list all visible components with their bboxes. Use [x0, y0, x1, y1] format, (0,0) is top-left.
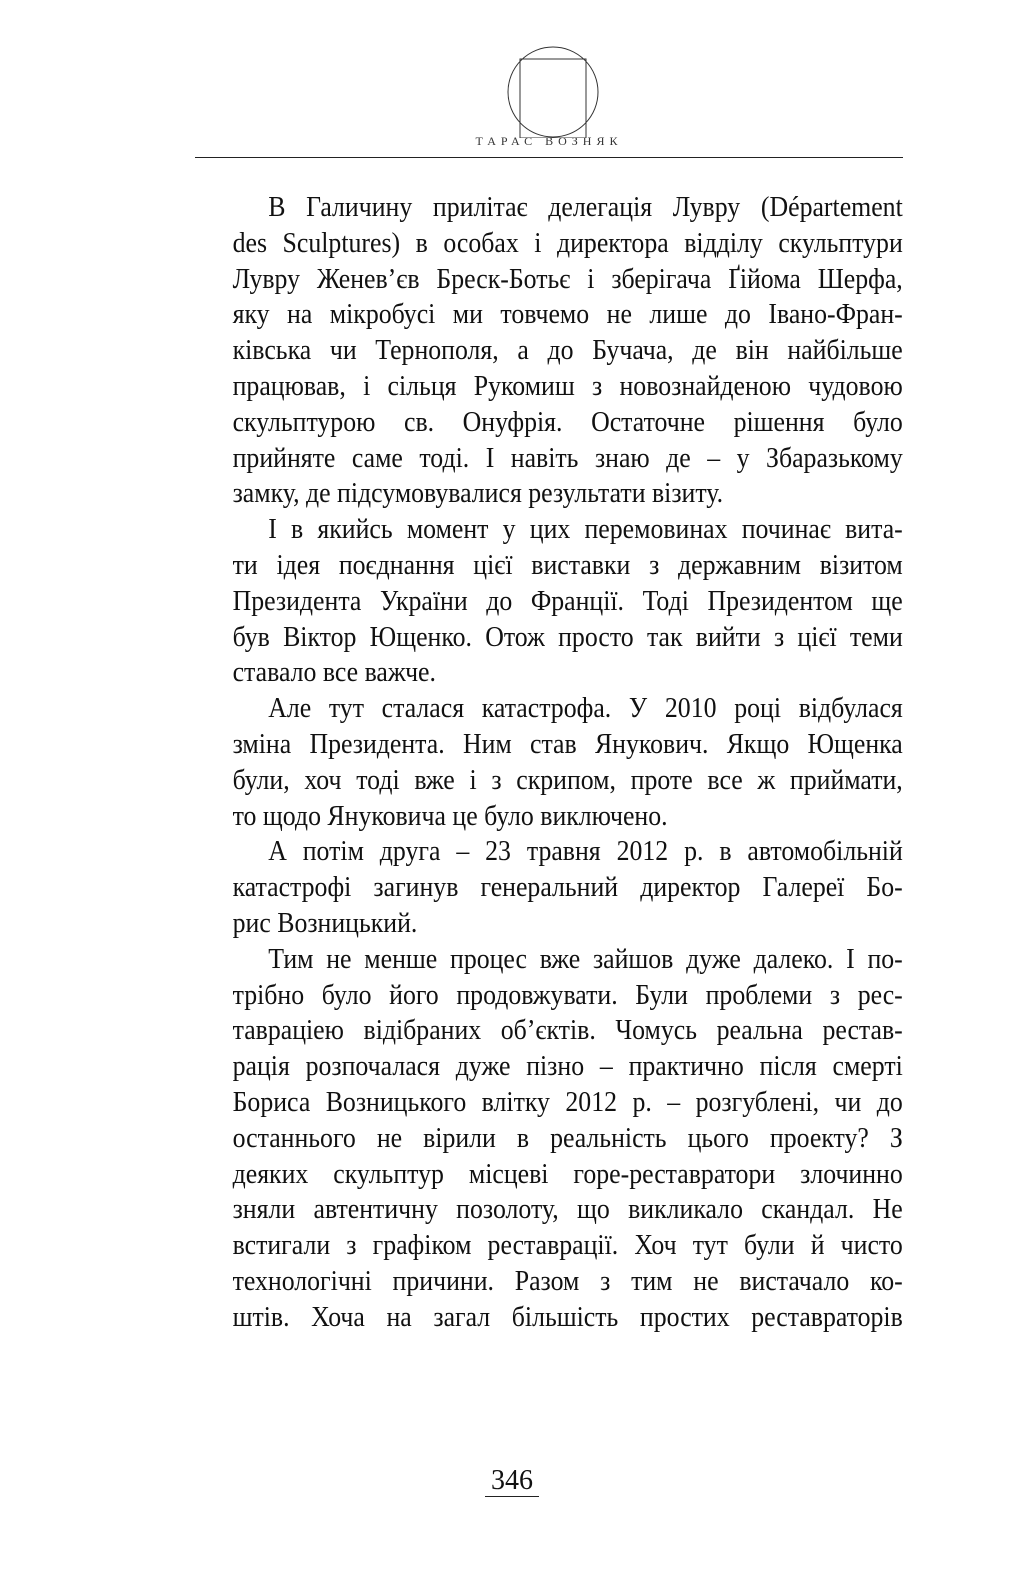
text-line: катастрофі загинув генеральний директор Галереї Бо-: [232, 871, 903, 904]
text-line: В Галичину прилітає делегація Лувру (Département: [268, 191, 903, 223]
text-line: рація розпочалася дуже пізно – практично після смерті: [232, 1050, 903, 1083]
paragraph: [197, 512, 903, 691]
text-line: то щодо Януковича це було виключено.: [232, 799, 668, 832]
body-text: [197, 190, 903, 1336]
page-number-value: 346: [485, 1466, 539, 1497]
running-title: ТАРАС ВОЗНЯК: [475, 134, 623, 148]
text-line: Лувру Женев’єв Бреск-Ботьє і зберігача Ґійома Шерфа,: [232, 262, 903, 295]
text-line: ківська чи Тернополя, а до Бучача, де він найбільше: [232, 334, 903, 367]
page-number: [0, 1465, 1024, 1497]
text-line: А потім друга – 23 травня 2012 р. в автомобільній: [268, 835, 903, 868]
paragraph: [197, 834, 903, 941]
text-line: des Sculptures) в особах і директора відділу скульптури: [232, 226, 903, 259]
paragraph: [197, 942, 903, 1336]
text-line: був Віктор Ющенко. Отож просто так вийти з цієї теми: [232, 620, 903, 653]
text-line: Тим не менше процес вже зайшов дуже далеко. І по-: [268, 942, 903, 975]
text-line: яку на мікробусі ми товчемо не лише до Івано-Фран-: [232, 298, 903, 331]
text-line: ставало все важче.: [232, 656, 436, 689]
text-line: зміна Президента. Ним став Янукович. Якщо Ющенка: [232, 727, 903, 760]
text-line: тавраціею відібраних об’єктів. Чомусь реальна рестав-: [232, 1014, 903, 1047]
text-line: технологічні причини. Разом з тим не вистачало ко-: [232, 1264, 903, 1297]
text-line: скульптурою св. Онуфрія. Остаточне рішення було: [232, 405, 903, 438]
header-rule: [195, 157, 903, 158]
text-line: замку, де підсумовувалися результати візиту.: [232, 477, 724, 510]
text-line: І в якийсь момент у цих перемовинах починає вита-: [268, 513, 903, 546]
text-line: працював, і сільця Рукомиш з новознайденою чудовою: [232, 369, 903, 402]
paragraph: [197, 691, 903, 834]
text-line: Бориса Возницького влітку 2012 р. – розгублені, чи до: [232, 1085, 903, 1118]
text-line: трібно було його продовжувати. Були проблеми з рес-: [232, 978, 903, 1011]
text-line: штів. Хоча на загал більшість простих реставраторів: [232, 1300, 903, 1333]
text-line: деяких скульптур місцеві горе-реставратори злочинно: [232, 1157, 903, 1190]
text-line: Але тут сталася катастрофа. У 2010 році відбулася: [268, 692, 903, 725]
text-line: рис Возницький.: [232, 906, 418, 939]
text-line: прийняте саме тоді. І навіть знаю де – у Збаразькому: [232, 441, 903, 474]
text-line: останнього не вірили в реальність цього проекту? З: [232, 1121, 903, 1154]
paragraph: [197, 190, 903, 512]
circle-square-icon: [507, 46, 599, 138]
text-line: зняли автентичну позолоту, що викликало скандал. Не: [232, 1193, 903, 1226]
text-line: ти ідея поєднання цієї виставки з державним візитом: [232, 548, 903, 581]
text-line: встигали з графіком реставрації. Хоч тут були й чисто: [232, 1229, 903, 1262]
text-line: Президента України до Франції. Тоді Президентом ще: [232, 584, 903, 617]
text-line: були, хоч тоді вже і з скрипом, проте все ж приймати,: [232, 763, 903, 796]
